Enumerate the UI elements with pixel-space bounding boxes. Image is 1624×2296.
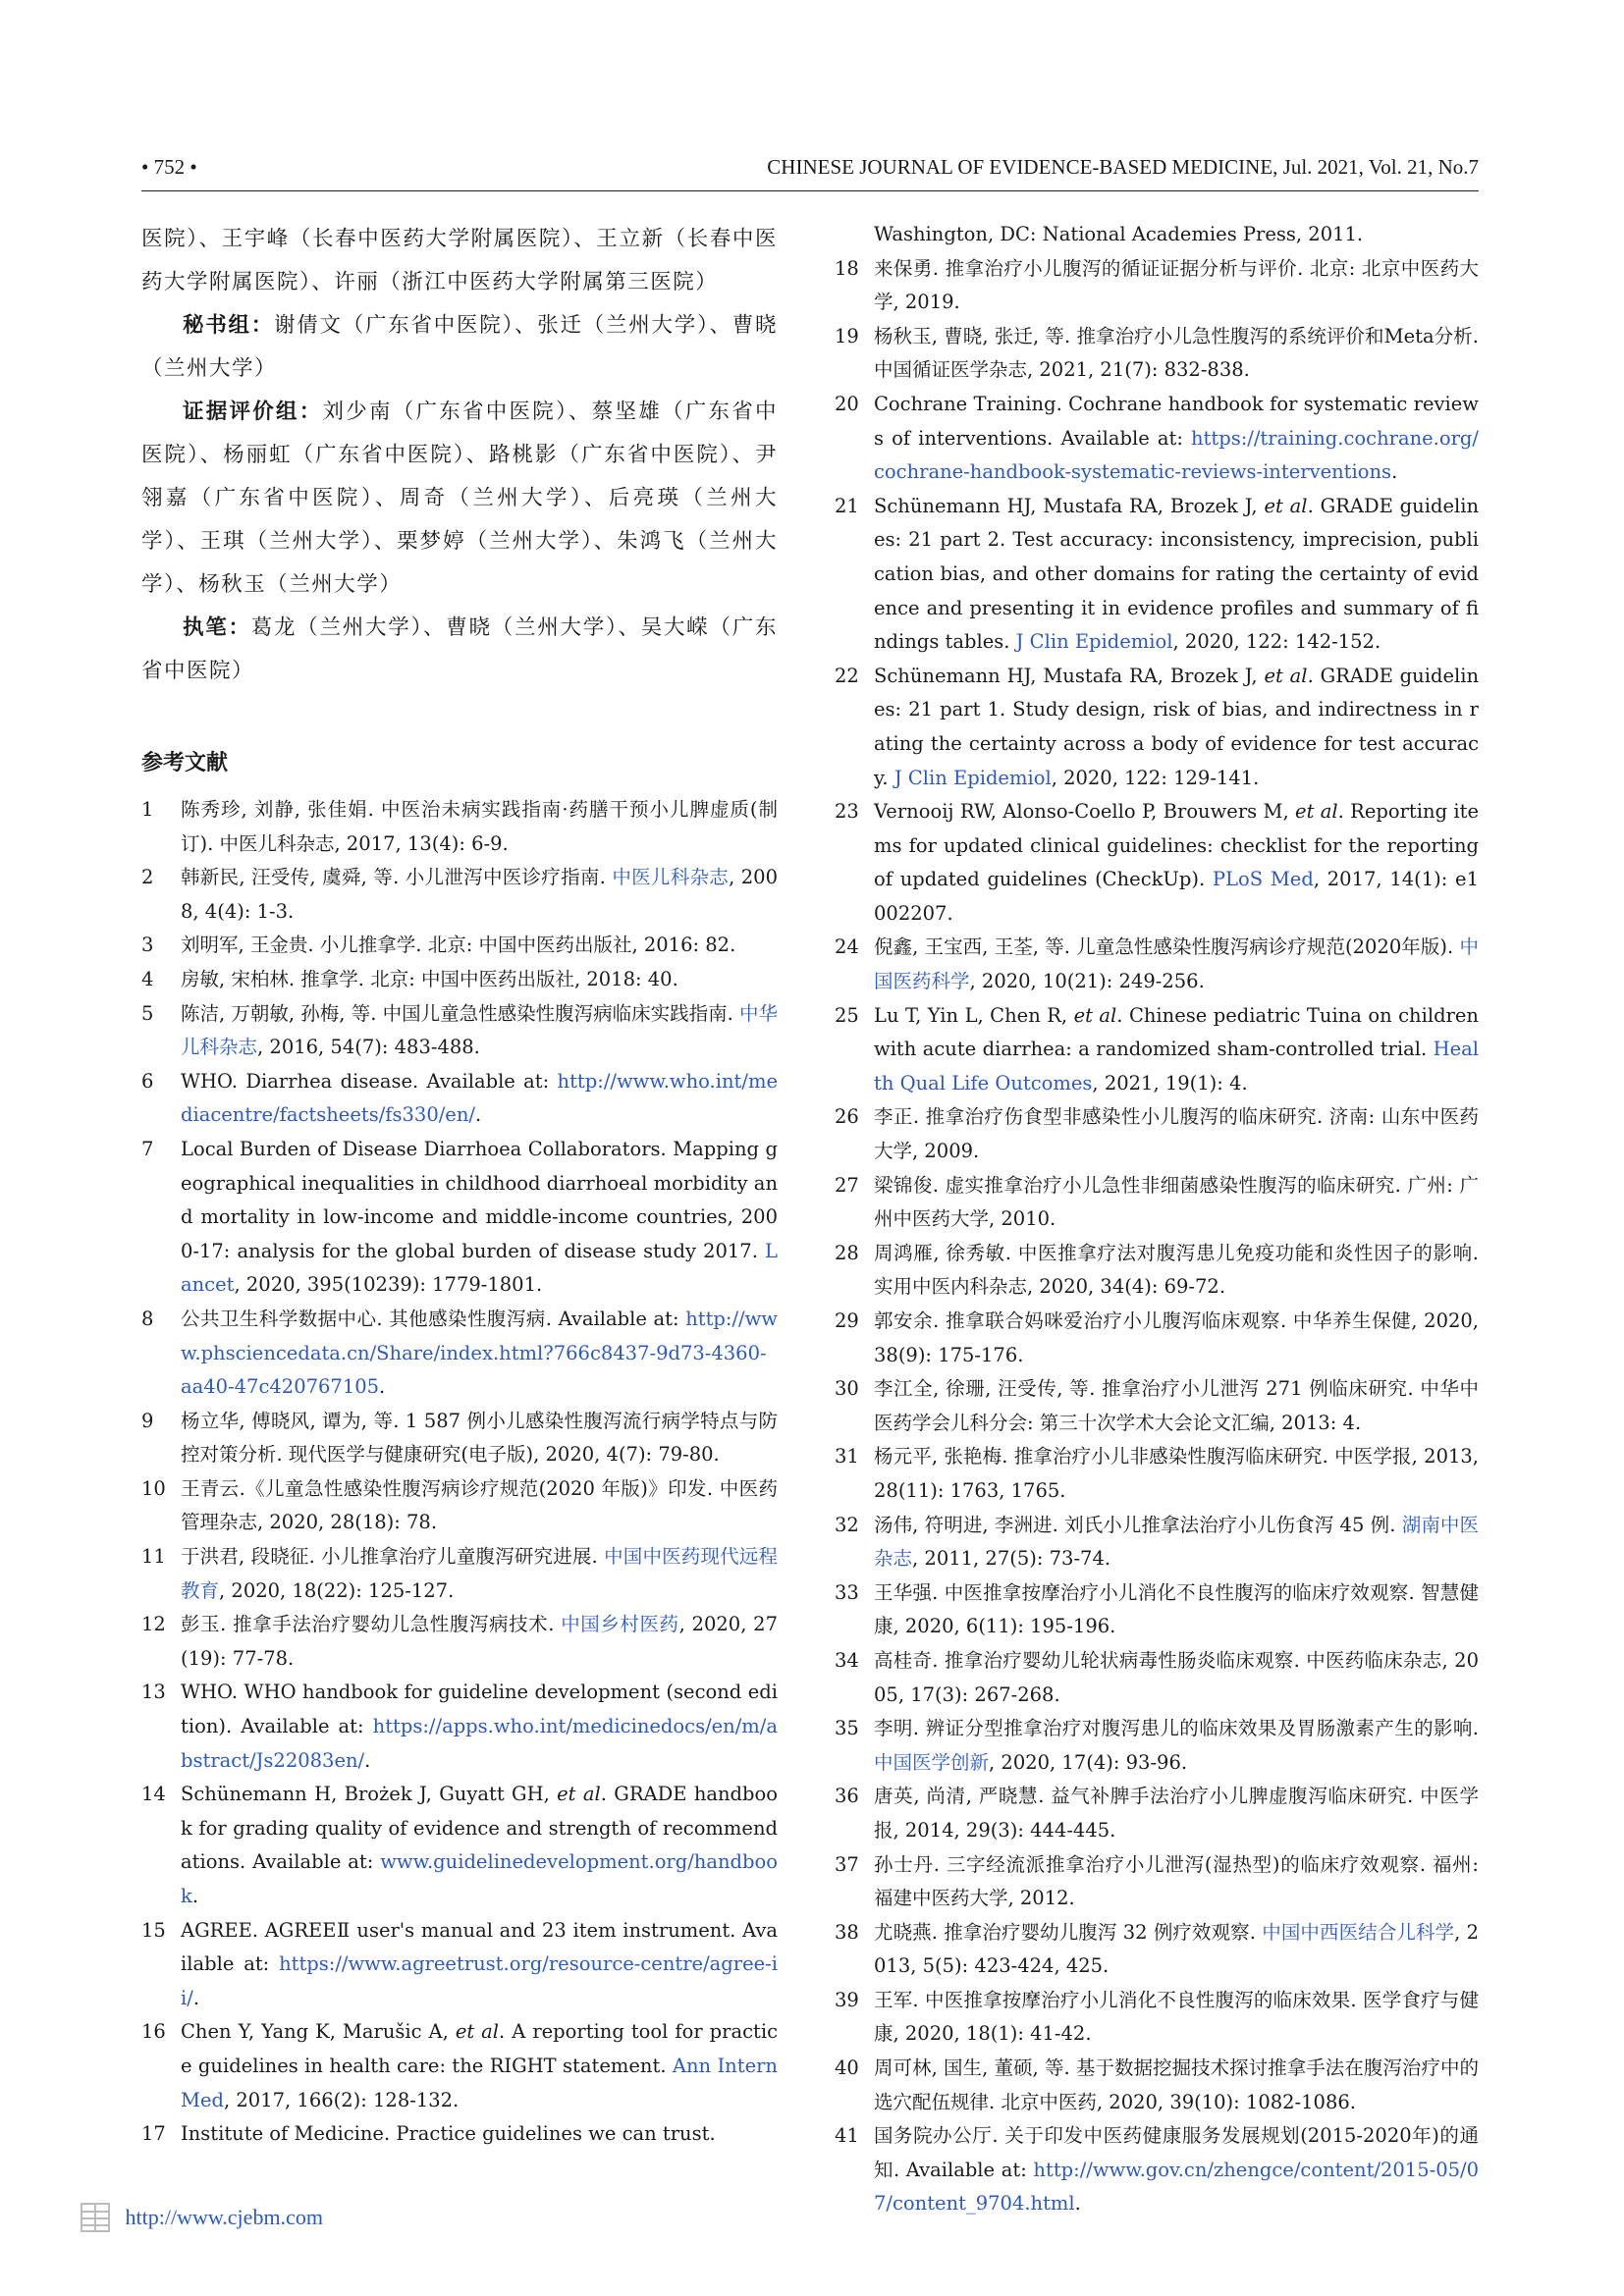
reference-item [835,1848,1479,1916]
secretary-label: 秘书组： [183,313,274,338]
reference-item [141,1303,778,1405]
reference-item [835,1237,1479,1305]
reference-text [181,997,778,1065]
reference-number: 11 [141,1545,166,1569]
reference-link[interactable]: J Clin Epidemiol [893,766,1052,789]
reference-segment: . GRADE guidelines: 21 part 2. Test accuracy: inconsistency, imprecision, publication bias, and other domains for rating the certainty of evidence and presenting it in evidence profiles and summary of findings tables. [874,494,1480,654]
reference-segment: 陈洁, 万朝敏, 孙梅, 等. 中国儿童急性感染性腹泻病临床实践指南. [181,1001,739,1025]
reference-segment: Cochrane Training. Cochrane handbook for systematic reviews of interventions. Available at: [874,392,1479,450]
reference-text [874,1372,1479,1440]
reference-segment: 汤伟, 符明进, 李洲进. 刘氏小儿推拿法治疗小儿伤食泻 45 例. [874,1513,1402,1536]
reference-item [835,218,1479,252]
reference-segment: 于洪君, 段晓征. 小儿推拿治疗儿童腹泻研究进展. [181,1545,605,1569]
reference-segment: WHO. WHO handbook for guideline development (second edition). Available at: [181,1681,778,1738]
reference-number: 19 [835,324,859,347]
reference-number: 15 [141,1918,166,1942]
journal-website-link[interactable]: http://www.cjebm.com [125,2205,323,2229]
reference-segment: , 2013, 5(5): 423-424, 425. [874,1920,1479,1978]
reference-list-left [141,793,778,2152]
reference-number: 1 [141,798,154,821]
reference-link[interactable]: 中国中医药现代远程教育 [181,1545,778,1602]
reference-segment: . Chinese pediatric Tuina on children with acute diarrhea: a randomized sham-controlled trial. [874,1003,1479,1061]
reference-segment: , 2008, 4(4): 1-3. [181,866,778,923]
reference-segment: 李明. 辨证分型推拿治疗对腹泻患儿的临床效果及胃肠激素产生的影响. [874,1717,1479,1740]
reference-segment: Local Burden of Disease Diarrhoea Collaborators. Mapping geographical inequalities in childhood diarrhoeal morbidity and mortality in low-income and middle-income countries, 2000-17: analysis for the global burden of disease study 2017. [181,1137,778,1262]
reference-item [835,795,1479,931]
reference-number: 7 [141,1137,154,1160]
reference-text [181,1914,778,2016]
reference-segment: 孙士丹. 三字经流派推拿治疗小儿泄泻(湿热型)的临床疗效观察. 福州: 福建中医药大学, 2012. [874,1852,1479,1910]
reference-number: 18 [835,256,859,280]
reference-text [874,1576,1479,1644]
reference-text [874,1848,1479,1916]
page-number: • 752 • [141,155,197,179]
reference-segment: 李江全, 徐珊, 汪受传, 等. 推拿治疗小儿泄泻 271 例临床研究. 中华中医药学会儿科分会: 第三十次学术大会论文汇编, 2013: 4. [874,1377,1479,1434]
reference-text [874,660,1479,795]
reference-segment: 杨秋玉, 曹晓, 张迁, 等. 推拿治疗小儿急性腹泻的系统评价和Meta分析. 中国循证医学杂志, 2021, 21(7): 832-838. [874,324,1479,382]
journal-seal-icon [79,2201,112,2234]
reference-segment: AGREE. AGREEⅡ user's manual and 23 item instrument. Available at: [181,1918,778,1976]
reference-number: 10 [141,1476,166,1500]
right-column [835,218,1479,2221]
reference-segment: 王华强. 中医推拿按摩治疗小儿消化不良性腹泻的临床疗效观察. 智慧健康, 2020, 6(11): 195-196. [874,1580,1479,1638]
reference-segment: , 2020, 10(21): 249-256. [969,970,1205,993]
reference-item [835,1916,1479,1984]
reference-item [835,1576,1479,1644]
reference-text [181,1778,778,1913]
reference-segment: 周可林, 国生, 董硕, 等. 基于数据挖掘技术探讨推拿手法在腹泻治疗中的选穴配伍规律. 北京中医药, 2020, 39(10): 1082-1086. [874,2056,1479,2113]
reference-text [874,490,1479,660]
committee-writers [141,607,778,693]
reference-number: 39 [835,1988,859,2011]
reference-segment: 公共卫生科学数据中心. 其他感染性腹泻病. Available at: [181,1307,686,1330]
reference-item [141,1778,778,1913]
reference-text [181,963,778,997]
reference-segment: Institute of Medicine. Practice guidelines we can trust. [181,2122,716,2146]
reference-text [874,2052,1479,2119]
reference-number: 35 [835,1717,859,1740]
reference-segment: Schünemann HJ, Mustafa RA, Brozek J, [874,494,1265,517]
reference-text [874,1916,1479,1984]
reference-link[interactable]: Lancet [181,1239,778,1297]
reference-number: 23 [835,800,859,824]
reference-italic: et al [1264,494,1308,517]
reference-number: 41 [835,2124,859,2148]
reference-text [874,1984,1479,2052]
reference-link[interactable]: Health Qual Life Outcomes [874,1038,1479,1095]
writers-label: 执笔： [183,615,251,640]
reference-link[interactable]: Ann Intern Med [181,2054,778,2111]
reference-segment: . [1074,2192,1081,2216]
reference-link[interactable]: 中国医学创新 [874,1750,990,1774]
reference-segment: . [191,1885,199,1907]
reference-number: 40 [835,2056,859,2080]
reference-item [835,1712,1479,1780]
reference-segment: . [379,1375,386,1399]
reference-segment: Lu T, Yin L, Chen R, [874,1003,1074,1027]
reference-item [141,1676,778,1778]
reference-number: 17 [141,2122,166,2146]
reference-segment: , 2020, 27(19): 77-78. [181,1613,778,1670]
reference-number: 5 [141,1001,154,1025]
reference-item [141,1133,778,1303]
reference-item [141,2117,778,2152]
reference-item [835,388,1479,490]
reference-segment: , 2020, 17(4): 93-96. [989,1750,1188,1774]
reference-text [181,1405,778,1472]
reference-segment: . [474,1103,482,1127]
reference-link[interactable]: https://apps.who.int/medicinedocs/en/m/abstract/Js22083en/ [181,1715,778,1772]
reference-segment: , 2016, 54(7): 483-488. [257,1036,480,1059]
secretary-members: 谢倩文（广东省中医院）、张迁（兰州大学）、曹晓（兰州大学） [141,313,778,381]
reference-number: 14 [141,1783,166,1806]
reference-number: 24 [835,935,859,959]
reference-italic: et al [455,2020,500,2044]
reference-item [835,320,1479,388]
reference-item [141,929,778,963]
reference-segment: . [1391,460,1398,484]
journal-title: CHINESE JOURNAL OF EVIDENCE-BASED MEDICINE, Jul. 2021, Vol. 21, No.7 [767,155,1479,179]
reference-item [141,1065,778,1133]
reference-link[interactable]: https://www.agreetrust.org/resource-centre/agree-ii/ [181,1952,778,2009]
reference-item [141,1405,778,1472]
reference-link[interactable]: http://www.gov.cn/zhengce/content/2015-05/07/content_9704.html [874,2158,1479,2216]
reference-text [874,999,1479,1101]
reference-item [835,490,1479,660]
reference-number: 16 [141,2020,166,2044]
reference-text [874,1712,1479,1780]
reference-text [874,795,1479,931]
reference-item [835,1780,1479,1847]
reference-item [835,2052,1479,2119]
reference-item [835,1305,1479,1372]
reference-number: 26 [835,1105,859,1129]
reference-number [835,218,874,252]
reference-italic: et al [1073,1003,1117,1027]
reference-item [835,1509,1479,1576]
reference-number: 32 [835,1513,859,1536]
reference-link[interactable]: J Clin Epidemiol [1015,630,1173,654]
reference-link[interactable]: 中华儿科杂志 [181,1001,779,1059]
reference-italic: et al [557,1783,601,1806]
reference-segment: . A reporting tool for practice guidelines in health care: the RIGHT statement. [181,2020,778,2077]
page-footer [79,2201,323,2240]
reference-item [835,1984,1479,2052]
reference-item [141,997,778,1065]
reference-number: 31 [835,1445,859,1468]
reference-segment: , 2017, 166(2): 128-132. [224,2088,460,2111]
reference-segment: 倪鑫, 王宝西, 王荃, 等. 儿童急性感染性腹泻病诊疗规范(2020年版). [874,935,1460,959]
reference-text [181,793,778,861]
reference-number: 20 [835,392,859,415]
reference-italic: et al [1295,800,1338,824]
reference-text [874,1644,1479,1712]
reference-segment: . Reporting items for updated clinical guidelines: checklist for the reporting of updated guidelines (CheckUp). [874,800,1480,891]
reference-text [874,1169,1479,1237]
evidence-members: 刘少南（广东省中医院）、蔡坚雄（广东省中医院）、杨丽虹（广东省中医院）、路桃影（广东省中医院）、尹翎嘉（广东省中医院）、周奇（兰州大学）、后亮瑛（兰州大学）、王琪（兰州大学）、栗梦婷（兰州大学）、朱鸿飞（兰州大学）、杨秋玉（兰州大学） [141,400,778,597]
reference-segment: 周鸿雁, 徐秀敏. 中医推拿疗法对腹泻患儿免疫功能和炎性因子的影响. 实用中医内科杂志, 2020, 34(4): 69-72. [874,1241,1479,1299]
reference-segment: 郭安余. 推拿联合妈咪爱治疗小儿腹泻临床观察. 中华养生保健, 2020, 38(9): 175-176. [874,1309,1479,1366]
reference-text [874,1440,1479,1508]
reference-text [874,1780,1479,1847]
reference-segment: WHO. Diarrhea disease. Available at: [181,1069,558,1093]
reference-text [874,1509,1479,1576]
page-header [141,155,1479,188]
reference-link[interactable]: 中国中西医结合儿科学 [1262,1920,1455,1944]
reference-item [141,1472,778,1540]
reference-number: 36 [835,1785,859,1808]
reference-text [874,320,1479,388]
reference-item [835,2119,1479,2221]
reference-segment: Schünemann HJ, Mustafa RA, Brozek J, [874,664,1265,687]
reference-segment: , 2020, 395(10239): 1779-1801. [234,1273,543,1297]
references-heading: 参考文献 [141,751,229,775]
reference-number: 3 [141,934,154,957]
reference-segment: , 2017, 14(1): e1002207. [874,868,1480,925]
reference-text [874,1100,1479,1168]
reference-link[interactable]: 中医儿科杂志 [612,866,730,889]
reference-number: 38 [835,1920,859,1944]
reference-link[interactable]: http://www.phsciencedata.cn/Share/index.html?766c8437-9d73-4360-aa40-47c420767105 [181,1307,778,1399]
reference-segment: 高桂奇. 推拿治疗婴幼儿轮状病毒性肠炎临床观察. 中医药临床杂志, 2005, 17(3): 267-268. [874,1648,1479,1706]
reference-text [181,1133,778,1303]
reference-item [835,931,1479,998]
reference-number: 25 [835,1003,859,1027]
reference-segment: 国务院办公厅. 关于印发中医药健康服务发展规划(2015-2020年)的通知. Available at: [874,2124,1479,2181]
reference-italic: et al [1264,664,1308,687]
writers-members: 葛龙（兰州大学）、曹晓（兰州大学）、吴大嵘（广东省中医院） [141,615,778,683]
reference-number: 37 [835,1852,859,1876]
reference-link[interactable]: PLoS Med [1212,868,1314,891]
reference-number: 13 [141,1681,166,1704]
reference-item [141,1540,778,1608]
reference-segment: . GRADE handbook for grading quality of evidence and strength of recommendations. Available at: [181,1783,779,1874]
reference-number: 6 [141,1069,154,1093]
reference-link[interactable]: 湖南中医杂志 [874,1513,1479,1571]
reference-text [181,929,778,963]
reference-text [874,252,1479,320]
committee-secretary [141,304,778,391]
reference-link[interactable]: www.guidelinedevelopment.org/handbook [181,1850,778,1907]
reference-item [141,2015,778,2117]
reference-number: 4 [141,967,154,990]
reference-segment: Schünemann H, Brożek J, Guyatt GH, [181,1783,558,1806]
reference-item [835,1440,1479,1508]
committee-evidence [141,391,778,607]
evidence-label: 证据评价组： [183,400,323,424]
reference-number: 27 [835,1173,859,1197]
reference-number: 34 [835,1648,859,1672]
reference-segment: 杨立华, 傅晓风, 谭为, 等. 1 587 例小儿感染性腹泻流行病学特点与防控对策分析. 现代医学与健康研究(电子版), 2020, 4(7): 79-80. [181,1409,778,1467]
reference-link[interactable]: https://training.cochrane.org/cochrane-handbook-systematic-reviews-interventions [874,426,1479,484]
reference-segment: 韩新民, 汪受传, 虞舜, 等. 小儿泄泻中医诊疗指南. [181,866,613,889]
reference-text [181,1540,778,1608]
reference-item [835,1372,1479,1440]
reference-segment: Vernooij RW, Alonso-Coello P, Brouwers M, [874,800,1296,824]
reference-item [141,861,778,929]
reference-item [835,1169,1479,1237]
reference-text [181,1303,778,1405]
reference-text [181,1676,778,1778]
reference-item [835,252,1479,320]
reference-segment: 杨元平, 张艳梅. 推拿治疗小儿非感染性腹泻临床研究. 中医学报, 2013, 28(11): 1763, 1765. [874,1445,1479,1502]
reference-list-right [835,218,1479,2221]
reference-item [835,999,1479,1101]
reference-number: 29 [835,1309,859,1332]
reference-text [181,2117,778,2152]
reference-number: 9 [141,1409,154,1432]
reference-text [181,1608,778,1676]
reference-segment: , 2020, 122: 129-141. [1051,766,1260,789]
reference-link[interactable]: 中国乡村医药 [561,1613,679,1636]
reference-number: 22 [835,664,859,687]
reference-text [874,218,1479,252]
reference-text [874,2119,1479,2221]
reference-text [181,861,778,929]
reference-item [141,963,778,997]
reference-number: 8 [141,1307,154,1330]
reference-number: 33 [835,1580,859,1604]
committee-intro: 医院）、王宇峰（长春中医药大学附属医院）、王立新（长春中医药大学附属医院）、许丽（浙江中医药大学附属第三医院） [141,227,778,294]
reference-link[interactable]: http://www.who.int/mediacentre/factsheets/fs330/en/ [181,1069,778,1127]
header-divider [141,190,1479,191]
left-column [141,218,778,2152]
reference-segment: 陈秀珍, 刘静, 张佳娟. 中医治未病实践指南·药膳干预小儿脾虚质(制订). 中医儿科杂志, 2017, 13(4): 6-9. [181,798,778,855]
reference-text [874,1237,1479,1305]
reference-item [835,1644,1479,1712]
reference-segment: Chen Y, Yang K, Marušic A, [181,2020,456,2044]
reference-segment: 尤晓燕. 推拿治疗婴幼儿腹泻 32 例疗效观察. [874,1920,1263,1944]
reference-segment: 梁锦俊. 虚实推拿治疗小儿急性非细菌感染性腹泻的临床研究. 广州: 广州中医药大学, 2010. [874,1173,1479,1231]
reference-segment: Washington, DC: National Academies Press, 2011. [874,223,1364,245]
reference-segment: 王青云.《儿童急性感染性腹泻病诊疗规范(2020 年版)》印发. 中医药管理杂志, 2020, 28(18): 78. [181,1476,778,1534]
reference-segment: 李正. 推拿治疗伤食型非感染性小儿腹泻的临床研究. 济南: 山东中医药大学, 2009. [874,1105,1479,1163]
reference-segment: 唐英, 尚清, 严晓慧. 益气补脾手法治疗小儿脾虚腹泻临床研究. 中医学报, 2014, 29(3): 444-445. [874,1785,1479,1842]
reference-text [874,388,1479,490]
reference-segment: , 2021, 19(1): 4. [1092,1071,1248,1095]
reference-text [181,1472,778,1540]
reference-number: 28 [835,1241,859,1264]
reference-segment: . [192,1986,200,2009]
reference-number: 2 [141,866,154,889]
reference-item [835,660,1479,795]
reference-segment: . GRADE guidelines: 21 part 1. Study design, risk of bias, and indirectness in rating the certainty across a body of evidence for test accuracy. [874,664,1480,789]
reference-text [874,931,1479,998]
reference-segment: 刘明军, 王金贵. 小儿推拿学. 北京: 中国中医药出版社, 2016: 82. [181,934,736,957]
reference-segment: , 2020, 122: 142-152. [1172,630,1381,654]
reference-segment: 来保勇. 推拿治疗小儿腹泻的循证证据分析与评价. 北京: 北京中医药大学, 2019. [874,256,1479,314]
reference-segment: , 2020, 18(22): 125-127. [219,1578,455,1602]
reference-segment: 王军. 中医推拿按摩治疗小儿消化不良性腹泻的临床效果. 医学食疗与健康, 2020, 18(1): 41-42. [874,1988,1479,2046]
reference-link[interactable]: 中国医药科学 [874,935,1479,993]
reference-number: 30 [835,1377,859,1401]
reference-segment: . [364,1748,371,1772]
reference-number: 21 [835,494,859,517]
reference-item [835,1100,1479,1168]
reference-segment: , 2011, 27(5): 73-74. [912,1547,1111,1571]
reference-item [141,1914,778,2016]
reference-text [181,2015,778,2117]
reference-text [874,1305,1479,1372]
reference-segment: 彭玉. 推拿手法治疗婴幼儿急性腹泻病技术. [181,1613,562,1636]
reference-item [141,793,778,861]
reference-item [141,1608,778,1676]
reference-number: 12 [141,1613,166,1636]
reference-segment: 房敏, 宋柏林. 推拿学. 北京: 中国中医药出版社, 2018: 40. [181,967,678,990]
reference-text [181,1065,778,1133]
